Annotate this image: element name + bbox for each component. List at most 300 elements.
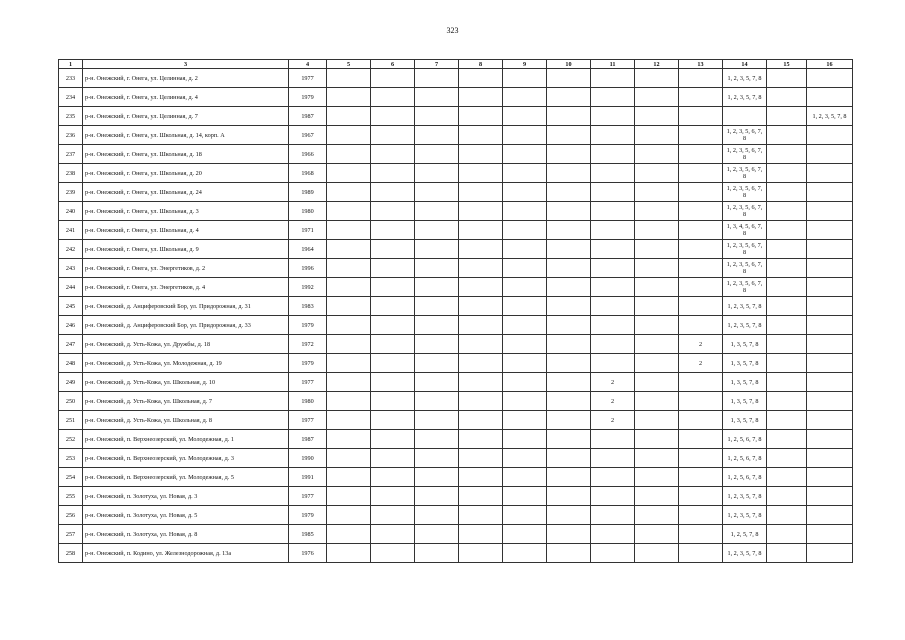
cell-col-9 xyxy=(503,316,547,335)
cell-col-4: 1985 xyxy=(289,525,327,544)
cell-col-14: 1, 3, 5, 7, 8 xyxy=(723,411,767,430)
cell-col-12 xyxy=(635,126,679,145)
cell-col-12 xyxy=(635,411,679,430)
column-header-6: 6 xyxy=(371,60,415,69)
cell-col-7 xyxy=(415,468,459,487)
cell-col-14: 1, 2, 3, 5, 6, 7, 8 xyxy=(723,145,767,164)
column-header-12: 12 xyxy=(635,60,679,69)
cell-col-11: 2 xyxy=(591,411,635,430)
cell-col-14: 1, 2, 5, 6, 7, 8 xyxy=(723,449,767,468)
cell-col-13 xyxy=(679,430,723,449)
cell-col-16 xyxy=(807,316,853,335)
cell-col-7 xyxy=(415,126,459,145)
cell-col-6 xyxy=(371,69,415,88)
cell-col-4: 1979 xyxy=(289,316,327,335)
cell-col-16 xyxy=(807,88,853,107)
cell-col-1: 252 xyxy=(59,430,83,449)
cell-col-16 xyxy=(807,240,853,259)
cell-col-1: 250 xyxy=(59,392,83,411)
cell-col-14: 1, 2, 3, 5, 6, 7, 8 xyxy=(723,126,767,145)
cell-col-11: 2 xyxy=(591,373,635,392)
cell-col-4: 1971 xyxy=(289,221,327,240)
cell-col-3: р-н. Онежский, д. Усть-Кожа, ул. Школьная, д. 10 xyxy=(83,373,289,392)
cell-col-6 xyxy=(371,259,415,278)
cell-col-10 xyxy=(547,544,591,563)
cell-col-14: 1, 2, 3, 5, 7, 8 xyxy=(723,88,767,107)
cell-col-1: 249 xyxy=(59,373,83,392)
cell-col-9 xyxy=(503,354,547,373)
cell-col-13: 2 xyxy=(679,354,723,373)
cell-col-3: р-н. Онежский, п. Верхнеозерский, ул. Молодежная, д. 1 xyxy=(83,430,289,449)
cell-col-3: р-н. Онежский, п. Золотуха, ул. Новая, д. 8 xyxy=(83,525,289,544)
cell-col-9 xyxy=(503,221,547,240)
cell-col-9 xyxy=(503,107,547,126)
cell-col-12 xyxy=(635,164,679,183)
table-row xyxy=(59,240,853,259)
cell-col-15 xyxy=(767,525,807,544)
cell-col-7 xyxy=(415,221,459,240)
column-header-8: 8 xyxy=(459,60,503,69)
cell-col-15 xyxy=(767,544,807,563)
cell-col-14: 1, 2, 5, 6, 7, 8 xyxy=(723,430,767,449)
cell-col-8 xyxy=(459,525,503,544)
cell-col-5 xyxy=(327,259,371,278)
cell-col-3: р-н. Онежский, п. Золотуха, ул. Новая, д. 3 xyxy=(83,487,289,506)
cell-col-4: 1976 xyxy=(289,544,327,563)
cell-col-9 xyxy=(503,430,547,449)
cell-col-16 xyxy=(807,297,853,316)
table-row xyxy=(59,449,853,468)
cell-col-5 xyxy=(327,240,371,259)
table-row xyxy=(59,430,853,449)
cell-col-14 xyxy=(723,107,767,126)
cell-col-9 xyxy=(503,183,547,202)
cell-col-13 xyxy=(679,202,723,221)
cell-col-7 xyxy=(415,506,459,525)
cell-col-8 xyxy=(459,392,503,411)
cell-col-10 xyxy=(547,278,591,297)
table-row xyxy=(59,487,853,506)
cell-col-13 xyxy=(679,69,723,88)
cell-col-16 xyxy=(807,221,853,240)
cell-col-15 xyxy=(767,69,807,88)
cell-col-12 xyxy=(635,221,679,240)
cell-col-5 xyxy=(327,525,371,544)
cell-col-11 xyxy=(591,430,635,449)
column-header-1: 1 xyxy=(59,60,83,69)
cell-col-4: 1979 xyxy=(289,354,327,373)
cell-col-10 xyxy=(547,411,591,430)
cell-col-5 xyxy=(327,69,371,88)
cell-col-8 xyxy=(459,259,503,278)
cell-col-9 xyxy=(503,411,547,430)
cell-col-5 xyxy=(327,373,371,392)
cell-col-16 xyxy=(807,430,853,449)
cell-col-14: 1, 2, 3, 5, 7, 8 xyxy=(723,69,767,88)
cell-col-3: р-н. Онежский, г. Онега, ул. Школьная, д. 4 xyxy=(83,221,289,240)
cell-col-12 xyxy=(635,107,679,126)
cell-col-9 xyxy=(503,525,547,544)
cell-col-7 xyxy=(415,430,459,449)
cell-col-4: 1977 xyxy=(289,487,327,506)
cell-col-4: 1990 xyxy=(289,449,327,468)
table-row xyxy=(59,544,853,563)
cell-col-8 xyxy=(459,373,503,392)
cell-col-7 xyxy=(415,183,459,202)
table-row xyxy=(59,69,853,88)
cell-col-8 xyxy=(459,145,503,164)
cell-col-5 xyxy=(327,164,371,183)
cell-col-13 xyxy=(679,468,723,487)
cell-col-14: 1, 3, 5, 7, 8 xyxy=(723,392,767,411)
cell-col-3: р-н. Онежский, г. Онега, ул. Целинная, д. 4 xyxy=(83,88,289,107)
cell-col-13 xyxy=(679,487,723,506)
cell-col-11 xyxy=(591,468,635,487)
cell-col-9 xyxy=(503,487,547,506)
cell-col-15 xyxy=(767,259,807,278)
cell-col-13 xyxy=(679,525,723,544)
cell-col-15 xyxy=(767,107,807,126)
cell-col-10 xyxy=(547,487,591,506)
cell-col-6 xyxy=(371,468,415,487)
cell-col-11 xyxy=(591,259,635,278)
cell-col-16 xyxy=(807,278,853,297)
cell-col-14: 1, 2, 3, 5, 6, 7, 8 xyxy=(723,259,767,278)
cell-col-4: 1992 xyxy=(289,278,327,297)
cell-col-16 xyxy=(807,411,853,430)
cell-col-10 xyxy=(547,145,591,164)
table-header-row xyxy=(59,60,853,69)
cell-col-12 xyxy=(635,88,679,107)
table-row xyxy=(59,259,853,278)
cell-col-6 xyxy=(371,240,415,259)
cell-col-7 xyxy=(415,411,459,430)
cell-col-5 xyxy=(327,392,371,411)
cell-col-10 xyxy=(547,126,591,145)
cell-col-9 xyxy=(503,297,547,316)
cell-col-13 xyxy=(679,392,723,411)
cell-col-5 xyxy=(327,297,371,316)
cell-col-5 xyxy=(327,468,371,487)
cell-col-14: 1, 2, 3, 5, 6, 7, 8 xyxy=(723,202,767,221)
cell-col-15 xyxy=(767,487,807,506)
cell-col-8 xyxy=(459,544,503,563)
cell-col-10 xyxy=(547,316,591,335)
cell-col-7 xyxy=(415,88,459,107)
cell-col-8 xyxy=(459,354,503,373)
cell-col-1: 235 xyxy=(59,107,83,126)
table-row xyxy=(59,316,853,335)
cell-col-9 xyxy=(503,278,547,297)
cell-col-3: р-н. Онежский, г. Онега, ул. Целинная, д. 7 xyxy=(83,107,289,126)
cell-col-9 xyxy=(503,373,547,392)
cell-col-4: 1967 xyxy=(289,126,327,145)
cell-col-8 xyxy=(459,430,503,449)
cell-col-14: 1, 2, 3, 5, 7, 8 xyxy=(723,297,767,316)
cell-col-14: 1, 2, 3, 5, 6, 7, 8 xyxy=(723,240,767,259)
cell-col-9 xyxy=(503,88,547,107)
cell-col-5 xyxy=(327,411,371,430)
cell-col-15 xyxy=(767,468,807,487)
cell-col-3: р-н. Онежский, п. Верхнеозерский, ул. Молодежная, д. 3 xyxy=(83,449,289,468)
cell-col-3: р-н. Онежский, г. Онега, ул. Целинная, д. 2 xyxy=(83,69,289,88)
table-row xyxy=(59,88,853,107)
cell-col-5 xyxy=(327,487,371,506)
cell-col-13 xyxy=(679,373,723,392)
cell-col-7 xyxy=(415,373,459,392)
cell-col-9 xyxy=(503,145,547,164)
cell-col-4: 1977 xyxy=(289,411,327,430)
cell-col-9 xyxy=(503,240,547,259)
cell-col-13 xyxy=(679,107,723,126)
cell-col-10 xyxy=(547,506,591,525)
cell-col-3: р-н. Онежский, г. Онега, ул. Школьная, д. 3 xyxy=(83,202,289,221)
cell-col-4: 1996 xyxy=(289,259,327,278)
cell-col-7 xyxy=(415,335,459,354)
cell-col-4: 1968 xyxy=(289,164,327,183)
cell-col-16 xyxy=(807,69,853,88)
cell-col-4: 1977 xyxy=(289,69,327,88)
cell-col-12 xyxy=(635,430,679,449)
cell-col-4: 1987 xyxy=(289,430,327,449)
cell-col-1: 243 xyxy=(59,259,83,278)
cell-col-8 xyxy=(459,278,503,297)
cell-col-13 xyxy=(679,506,723,525)
cell-col-8 xyxy=(459,487,503,506)
cell-col-4: 1989 xyxy=(289,183,327,202)
cell-col-15 xyxy=(767,449,807,468)
cell-col-8 xyxy=(459,506,503,525)
cell-col-4: 1980 xyxy=(289,202,327,221)
cell-col-13 xyxy=(679,544,723,563)
cell-col-10 xyxy=(547,335,591,354)
cell-col-16 xyxy=(807,126,853,145)
cell-col-15 xyxy=(767,430,807,449)
cell-col-11 xyxy=(591,126,635,145)
cell-col-12 xyxy=(635,202,679,221)
cell-col-9 xyxy=(503,449,547,468)
cell-col-3: р-н. Онежский, п. Кодино, ул. Железнодорожная, д. 13а xyxy=(83,544,289,563)
cell-col-12 xyxy=(635,468,679,487)
column-header-9: 9 xyxy=(503,60,547,69)
cell-col-6 xyxy=(371,202,415,221)
table-row xyxy=(59,335,853,354)
cell-col-7 xyxy=(415,240,459,259)
cell-col-14: 1, 2, 3, 5, 6, 7, 8 xyxy=(723,278,767,297)
cell-col-12 xyxy=(635,278,679,297)
cell-col-9 xyxy=(503,468,547,487)
table-row xyxy=(59,525,853,544)
cell-col-12 xyxy=(635,240,679,259)
cell-col-11 xyxy=(591,202,635,221)
cell-col-16 xyxy=(807,183,853,202)
cell-col-7 xyxy=(415,202,459,221)
cell-col-9 xyxy=(503,202,547,221)
cell-col-1: 246 xyxy=(59,316,83,335)
cell-col-12 xyxy=(635,525,679,544)
cell-col-7 xyxy=(415,544,459,563)
table-row xyxy=(59,107,853,126)
cell-col-12 xyxy=(635,354,679,373)
cell-col-12 xyxy=(635,183,679,202)
cell-col-6 xyxy=(371,411,415,430)
cell-col-11 xyxy=(591,335,635,354)
cell-col-6 xyxy=(371,373,415,392)
cell-col-11 xyxy=(591,449,635,468)
cell-col-11 xyxy=(591,145,635,164)
cell-col-6 xyxy=(371,164,415,183)
cell-col-6 xyxy=(371,354,415,373)
cell-col-8 xyxy=(459,202,503,221)
cell-col-3: р-н. Онежский, г. Онега, ул. Школьная, д. 20 xyxy=(83,164,289,183)
cell-col-1: 255 xyxy=(59,487,83,506)
cell-col-1: 257 xyxy=(59,525,83,544)
cell-col-8 xyxy=(459,183,503,202)
cell-col-6 xyxy=(371,525,415,544)
cell-col-15 xyxy=(767,354,807,373)
cell-col-12 xyxy=(635,335,679,354)
cell-col-16 xyxy=(807,164,853,183)
cell-col-13 xyxy=(679,316,723,335)
cell-col-3: р-н. Онежский, г. Онега, ул. Школьная, д. 24 xyxy=(83,183,289,202)
cell-col-14: 1, 3, 5, 7, 8 xyxy=(723,354,767,373)
cell-col-12 xyxy=(635,506,679,525)
cell-col-5 xyxy=(327,354,371,373)
cell-col-3: р-н. Онежский, п. Верхнеозерский, ул. Молодежная, д. 5 xyxy=(83,468,289,487)
cell-col-1: 254 xyxy=(59,468,83,487)
cell-col-5 xyxy=(327,126,371,145)
cell-col-11: 2 xyxy=(591,392,635,411)
cell-col-8 xyxy=(459,449,503,468)
cell-col-14: 1, 2, 3, 5, 7, 8 xyxy=(723,544,767,563)
cell-col-15 xyxy=(767,126,807,145)
cell-col-11 xyxy=(591,316,635,335)
cell-col-12 xyxy=(635,145,679,164)
page-number: 323 xyxy=(446,26,459,35)
cell-col-3: р-н. Онежский, д. Анциферовский Бор, ул. Придорожная, д. 33 xyxy=(83,316,289,335)
cell-col-6 xyxy=(371,183,415,202)
cell-col-10 xyxy=(547,164,591,183)
cell-col-9 xyxy=(503,164,547,183)
cell-col-6 xyxy=(371,107,415,126)
cell-col-15 xyxy=(767,164,807,183)
cell-col-10 xyxy=(547,449,591,468)
cell-col-11 xyxy=(591,240,635,259)
cell-col-14: 1, 2, 3, 5, 6, 7, 8 xyxy=(723,164,767,183)
cell-col-15 xyxy=(767,145,807,164)
cell-col-13 xyxy=(679,145,723,164)
cell-col-9 xyxy=(503,544,547,563)
cell-col-10 xyxy=(547,373,591,392)
cell-col-12 xyxy=(635,259,679,278)
cell-col-1: 253 xyxy=(59,449,83,468)
cell-col-15 xyxy=(767,316,807,335)
cell-col-5 xyxy=(327,506,371,525)
column-header-13: 13 xyxy=(679,60,723,69)
cell-col-6 xyxy=(371,316,415,335)
cell-col-15 xyxy=(767,411,807,430)
cell-col-16 xyxy=(807,145,853,164)
cell-col-6 xyxy=(371,145,415,164)
cell-col-4: 1979 xyxy=(289,506,327,525)
cell-col-16 xyxy=(807,525,853,544)
column-header-14: 14 xyxy=(723,60,767,69)
table-row xyxy=(59,373,853,392)
cell-col-7 xyxy=(415,354,459,373)
column-header-5: 5 xyxy=(327,60,371,69)
cell-col-3: р-н. Онежский, г. Онега, ул. Школьная, д. 9 xyxy=(83,240,289,259)
cell-col-1: 233 xyxy=(59,69,83,88)
cell-col-11 xyxy=(591,107,635,126)
cell-col-5 xyxy=(327,202,371,221)
table-row xyxy=(59,354,853,373)
cell-col-14: 1, 2, 3, 5, 7, 8 xyxy=(723,316,767,335)
cell-col-10 xyxy=(547,240,591,259)
cell-col-6 xyxy=(371,392,415,411)
cell-col-4: 1980 xyxy=(289,392,327,411)
cell-col-10 xyxy=(547,221,591,240)
cell-col-15 xyxy=(767,221,807,240)
cell-col-10 xyxy=(547,525,591,544)
cell-col-11 xyxy=(591,278,635,297)
cell-col-6 xyxy=(371,126,415,145)
table-row xyxy=(59,468,853,487)
cell-col-10 xyxy=(547,392,591,411)
cell-col-13 xyxy=(679,411,723,430)
cell-col-3: р-н. Онежский, г. Онега, ул. Энергетиков, д. 2 xyxy=(83,259,289,278)
cell-col-11 xyxy=(591,164,635,183)
cell-col-6 xyxy=(371,544,415,563)
cell-col-5 xyxy=(327,316,371,335)
column-header-11: 11 xyxy=(591,60,635,69)
cell-col-15 xyxy=(767,202,807,221)
cell-col-16 xyxy=(807,335,853,354)
cell-col-7 xyxy=(415,145,459,164)
column-header-7: 7 xyxy=(415,60,459,69)
cell-col-1: 247 xyxy=(59,335,83,354)
cell-col-12 xyxy=(635,373,679,392)
cell-col-7 xyxy=(415,69,459,88)
cell-col-16 xyxy=(807,468,853,487)
cell-col-11 xyxy=(591,525,635,544)
cell-col-13 xyxy=(679,278,723,297)
cell-col-5 xyxy=(327,183,371,202)
cell-col-5 xyxy=(327,430,371,449)
cell-col-10 xyxy=(547,107,591,126)
cell-col-14: 1, 2, 3, 5, 6, 7, 8 xyxy=(723,183,767,202)
table-row xyxy=(59,297,853,316)
cell-col-15 xyxy=(767,240,807,259)
cell-col-14: 1, 2, 5, 6, 7, 8 xyxy=(723,468,767,487)
cell-col-9 xyxy=(503,392,547,411)
cell-col-14: 1, 2, 3, 5, 7, 8 xyxy=(723,487,767,506)
column-header-16: 16 xyxy=(807,60,853,69)
cell-col-12 xyxy=(635,297,679,316)
cell-col-13 xyxy=(679,297,723,316)
cell-col-14: 1, 3, 4, 5, 6, 7, 8 xyxy=(723,221,767,240)
cell-col-3: р-н. Онежский, д. Усть-Кожа, ул. Школьная, д. 7 xyxy=(83,392,289,411)
cell-col-8 xyxy=(459,411,503,430)
table-row xyxy=(59,506,853,525)
cell-col-7 xyxy=(415,107,459,126)
cell-col-10 xyxy=(547,430,591,449)
cell-col-15 xyxy=(767,392,807,411)
table-row xyxy=(59,392,853,411)
cell-col-6 xyxy=(371,430,415,449)
column-header-4: 4 xyxy=(289,60,327,69)
cell-col-1: 256 xyxy=(59,506,83,525)
cell-col-11 xyxy=(591,487,635,506)
